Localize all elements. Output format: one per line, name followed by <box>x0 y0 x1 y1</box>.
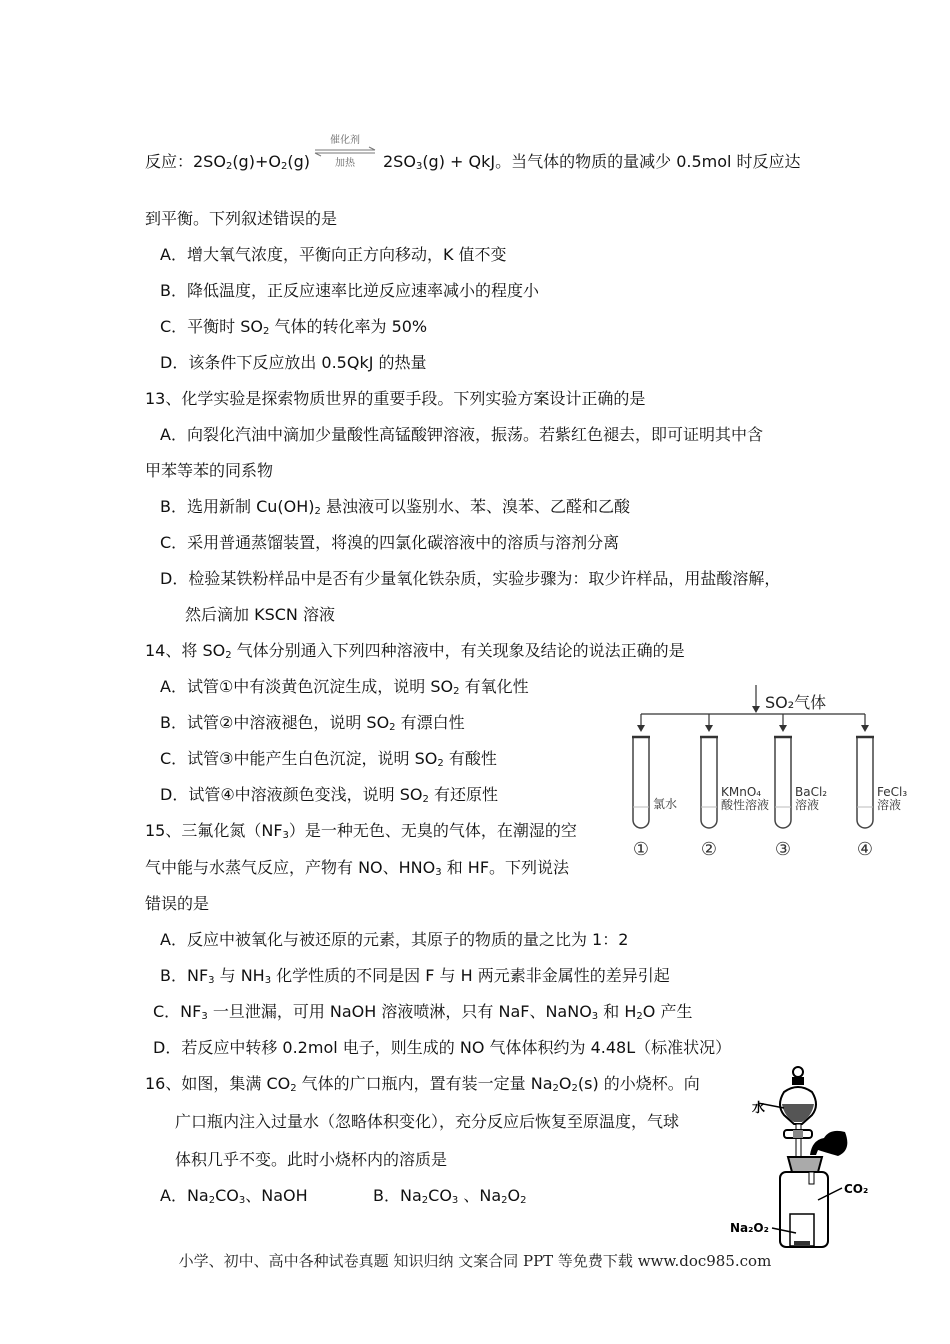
text-line <box>160 1186 308 1211</box>
tube-number: ① <box>632 839 650 860</box>
text-segment: C．平衡时 SO <box>160 317 264 336</box>
text-segment: B．Na <box>373 1186 422 1205</box>
text-line <box>373 1186 527 1211</box>
text-segment: 13、化学实验是探索物质世界的重要手段。下列实验方案设计正确的是 <box>145 389 646 408</box>
text-segment: B．NF <box>160 966 209 985</box>
co2-bottle-figure <box>720 1060 890 1250</box>
text-line <box>145 461 273 481</box>
text-segment: ）是一种无色、无臭的气体，在潮湿的空 <box>288 821 577 840</box>
water-label: 水 <box>752 1101 766 1116</box>
subscript: 3 <box>591 1011 599 1022</box>
text-segment: A．Na <box>160 1186 209 1205</box>
text-segment: D．试管④中溶液颜色变浅，说明 SO <box>160 785 423 804</box>
arrow-bottom-label: 加热 <box>335 158 355 169</box>
subscript: 3 <box>451 1195 459 1206</box>
text-segment: 和 H <box>598 1002 637 1021</box>
text-segment: 悬浊液可以鉴别水、苯、溴苯、乙醛和乙酸 <box>320 497 630 516</box>
text-segment: 化学性质的不同是因 F 与 H 两元素非金属性的差异引起 <box>271 966 670 985</box>
text-segment: (s) 的小烧杯。向 <box>577 1074 700 1093</box>
tube-reagent-label: BaCl₂ <box>795 785 828 799</box>
text-line <box>145 821 577 846</box>
text-line <box>153 1038 731 1058</box>
co2-label: CO₂ <box>844 1182 869 1196</box>
text-segment: A．增大氧气浓度，平衡向正方向移动，K 值不变 <box>160 245 507 264</box>
subscript: 2 <box>208 1195 216 1206</box>
text-line <box>185 605 335 625</box>
subscript: 3 <box>208 975 215 986</box>
tube-reagent-label: 氯水 <box>653 797 678 811</box>
text-segment: B．选用新制 Cu(OH) <box>160 497 315 516</box>
text-line <box>160 317 427 342</box>
text-segment: 15、三氟化氮（NF <box>145 821 283 840</box>
text-segment: 然后滴加 KSCN 溶液 <box>185 605 335 624</box>
arrow-top-label: 催化剂 <box>330 135 360 146</box>
text-line <box>153 1002 692 1027</box>
reversible-reaction-arrow <box>313 133 377 169</box>
text-line <box>160 930 628 950</box>
subscript: 2 <box>225 161 233 172</box>
tube-number: ③ <box>774 839 792 860</box>
subscript: 3 <box>238 1195 246 1206</box>
gas-label: SO₂气体 <box>765 693 827 712</box>
so2-test-tubes-figure <box>620 680 910 860</box>
text-line <box>160 785 498 810</box>
text-segment: 14、将 SO <box>145 641 226 660</box>
text-segment: C．采用普通蒸馏装置，将溴的四氯化碳溶液中的溶质与溶剂分离 <box>160 533 620 552</box>
text-line <box>145 389 645 409</box>
text-segment: 、Na <box>458 1186 502 1205</box>
text-segment: B．试管②中溶液褪色，说明 SO <box>160 713 390 732</box>
text-segment: 到平衡。下列叙述错误的是 <box>145 209 338 228</box>
text-segment: 有酸性 <box>443 749 497 768</box>
text-line <box>175 1112 679 1132</box>
text-line <box>160 281 539 301</box>
subscript: 2 <box>453 686 460 697</box>
text-segment: O <box>558 1074 572 1093</box>
text-segment: 气体的广口瓶内，置有装一定量 Na <box>296 1074 553 1093</box>
text-line <box>383 152 801 177</box>
subscript: 3 <box>201 1011 208 1022</box>
subscript: 2 <box>290 1083 297 1094</box>
text-segment: 体积几乎不变。此时小烧杯内的溶质是 <box>175 1150 448 1169</box>
footer-text: 小学、初中、高中各种试卷真题 知识归纳 文案合同 PPT 等免费下载 www.doc985.com <box>178 1252 772 1270</box>
text-segment: CO <box>428 1186 452 1205</box>
text-segment: A．试管①中有淡黄色沉淀生成，说明 SO <box>160 677 454 696</box>
test-tube-3 <box>774 714 827 860</box>
text-segment: A．向裂化汽油中滴加少量酸性高锰酸钾溶液，振荡。若紫红色褪去，即可证明其中含 <box>160 425 763 444</box>
text-segment: A．反应中被氧化与被还原的元素，其原子的物质的量之比为 1：2 <box>160 930 629 949</box>
text-line <box>160 966 670 991</box>
text-segment: (g)+O <box>232 152 281 171</box>
subscript: 2 <box>314 506 321 517</box>
subscript: 2 <box>280 161 288 172</box>
text-segment: B．降低温度，正反应速率比逆反应速率减小的程度小 <box>160 281 539 300</box>
text-line <box>160 425 763 445</box>
text-segment: D．该条件下反应放出 0.5QkJ 的热量 <box>160 353 427 372</box>
tube-solution-label: 溶液 <box>877 798 902 812</box>
text-segment: (g) + QkJ。当气体的物质的量减少 0.5mol 时反应达 <box>422 152 801 171</box>
text-segment: 和 HF。下列说法 <box>441 858 570 877</box>
subscript: 3 <box>264 975 272 986</box>
text-line <box>160 497 630 522</box>
subscript: 2 <box>636 1011 643 1022</box>
text-segment: 2SO <box>383 152 416 171</box>
subscript: 2 <box>552 1083 559 1094</box>
text-line <box>145 1074 700 1099</box>
text-line <box>160 569 780 589</box>
text-segment: 广口瓶内注入过量水（忽略体积变化），充分反应后恢复至原温度，气球 <box>175 1112 680 1131</box>
text-line <box>145 209 337 229</box>
text-line <box>145 858 569 883</box>
tube-reagent-label: KMnO₄ <box>721 785 762 799</box>
subscript: 3 <box>415 161 423 172</box>
text-segment: O <box>507 1186 521 1205</box>
text-line <box>175 1150 447 1170</box>
text-segment: 有还原性 <box>428 785 498 804</box>
tube-number: ④ <box>856 839 874 860</box>
tube-solution-label: 酸性溶液 <box>721 798 770 812</box>
text-segment: D．检验某铁粉样品中是否有少量氧化铁杂质，实验步骤为：取少许样品，用盐酸溶解， <box>160 569 781 588</box>
subscript: 2 <box>437 758 444 769</box>
text-segment: C．NF <box>153 1002 202 1021</box>
text-line <box>145 894 209 914</box>
text-segment: (g) <box>287 152 310 171</box>
test-tube-1 <box>632 714 677 860</box>
text-line <box>160 533 619 553</box>
subscript: 3 <box>435 867 442 878</box>
subscript: 2 <box>501 1195 508 1206</box>
text-segment: 、NaOH <box>245 1186 308 1205</box>
text-line <box>160 245 507 265</box>
na2o2-label: Na₂O₂ <box>730 1221 769 1235</box>
text-segment: D．若反应中转移 0.2mol 电子，则生成的 NO 气体体积约为 4.48L（标准状况） <box>153 1038 732 1057</box>
text-segment: 气中能与水蒸气反应，产物有 NO、HNO <box>145 858 436 877</box>
subscript: 2 <box>571 1083 578 1094</box>
text-line <box>160 749 497 774</box>
text-segment: 与 NH <box>214 966 265 985</box>
tube-number: ② <box>700 839 718 860</box>
text-segment: 反应：2SO <box>145 152 226 171</box>
subscript: 2 <box>520 1195 527 1206</box>
text-segment: 有漂白性 <box>395 713 465 732</box>
text-segment: 气体的转化率为 50% <box>269 317 428 336</box>
tube-solution-label: 溶液 <box>795 798 820 812</box>
text-segment: 一旦泄漏，可用 NaOH 溶液喷淋，只有 NaF、NaNO <box>207 1002 592 1021</box>
text-segment: 有氧化性 <box>459 677 529 696</box>
tube-reagent-label: FeCl₃ <box>877 785 908 799</box>
text-line <box>160 353 427 373</box>
text-line <box>145 152 310 177</box>
subscript: 2 <box>263 326 270 337</box>
text-segment: O 产生 <box>642 1002 693 1021</box>
text-segment: 甲苯等苯的同系物 <box>145 461 274 480</box>
text-segment: 错误的是 <box>145 894 210 913</box>
text-segment: 16、如图，集满 CO <box>145 1074 291 1093</box>
text-line <box>160 713 465 738</box>
subscript: 2 <box>422 794 429 805</box>
text-line <box>145 641 685 666</box>
text-line <box>160 677 529 702</box>
subscript: 3 <box>282 830 289 841</box>
test-tube-4 <box>856 714 907 860</box>
text-segment: C．试管③中能产生白色沉淀，说明 SO <box>160 749 438 768</box>
subscript: 2 <box>225 650 232 661</box>
text-segment: CO <box>215 1186 239 1205</box>
subscript: 2 <box>421 1195 429 1206</box>
subscript: 2 <box>389 722 396 733</box>
test-tube-2 <box>700 714 769 860</box>
text-segment: 气体分别通入下列四种溶液中，有关现象及结论的说法正确的是 <box>231 641 685 660</box>
